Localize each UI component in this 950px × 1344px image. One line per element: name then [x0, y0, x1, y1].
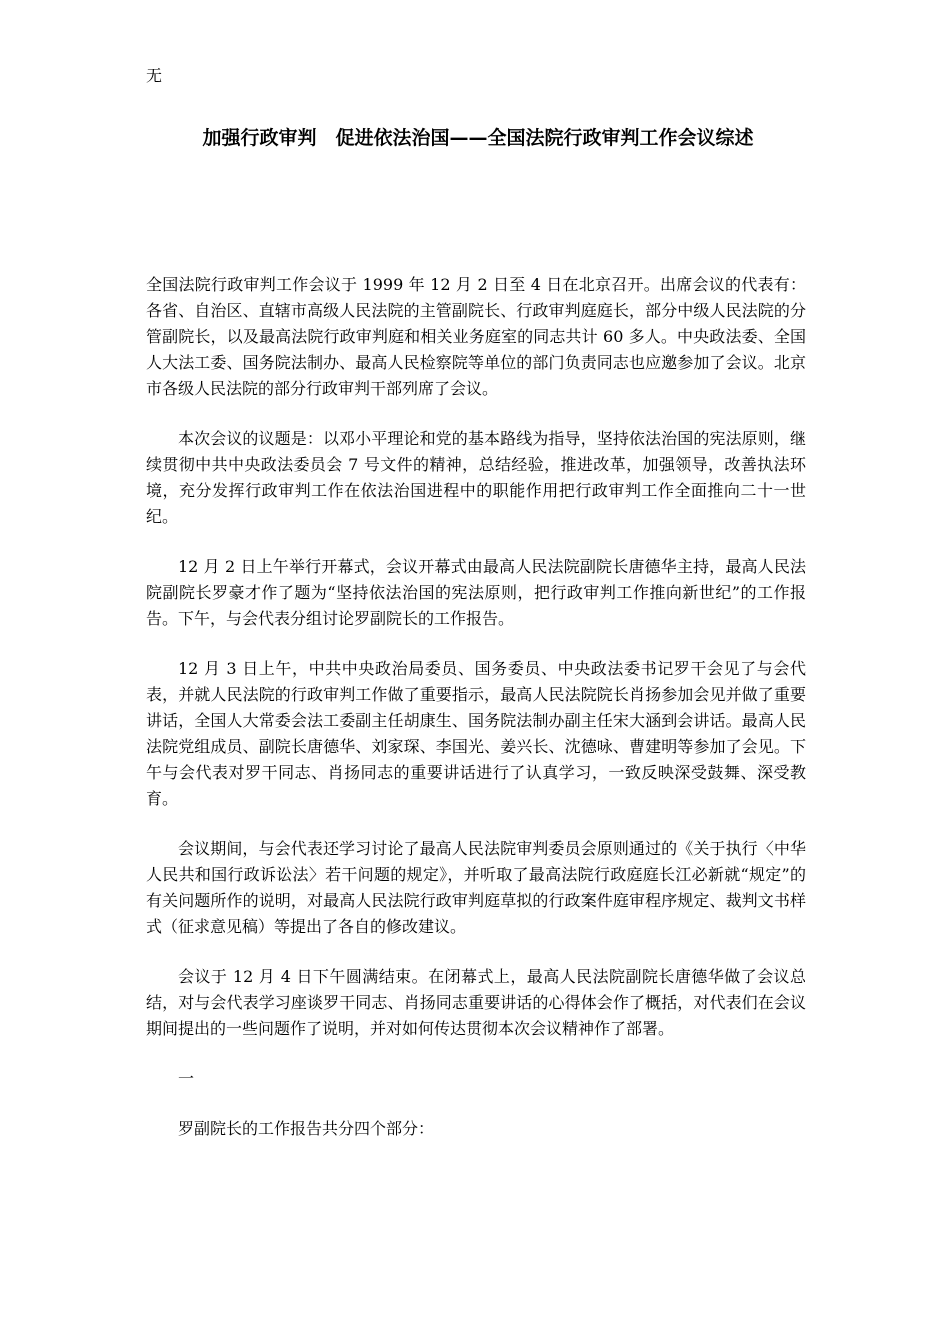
- header-mark: 无: [146, 66, 163, 85]
- paragraph-meeting-overview: 全国法院行政审判工作会议于 1999 年 12 月 2 日至 4 日在北京召开。出席会议的代表有：各省、自治区、直辖市高级人民法院的主管副院长、行政审判庭庭长，部分中级人民法院的分管副院长，以及最高法院行政审判庭和相关业务庭室的同志共计 60 多人。中央政法委、全国人大法工委、国务院法制办、最高人民检察院等单位的部门负责同志也应邀参加了会议。北京市各级人民法院的部分行政审判干部列席了会议。: [146, 275, 806, 398]
- paragraph-closing: 会议于 12 月 4 日下午圆满结束。在闭幕式上，最高人民法院副院长唐德华做了会议总结，对与会代表学习座谈罗干同志、肖扬同志重要讲话的心得体会作了概括，对代表们在会议期间提出的一些问题作了说明，并对如何传达贯彻本次会议精神作了部署。: [146, 967, 806, 1038]
- paragraph-discussion: 会议期间，与会代表还学习讨论了最高人民法院审判委员会原则通过的《关于执行〈中华人民共和国行政诉讼法〉若干问题的规定》，并听取了最高法院行政庭庭长江必新就“规定”的有关问题所作的说明，对最高人民法院行政审判庭草拟的行政案件庭审程序规定、裁判文书样式（征求意见稿）等提出了各自的修改建议。: [146, 839, 806, 936]
- paragraph-opening-ceremony: 12 月 2 日上午举行开幕式，会议开幕式由最高人民法院副院长唐德华主持，最高人民法院副院长罗豪才作了题为“坚持依法治国的宪法原则，把行政审判工作推向新世纪”的工作报告。下午，与会代表分组讨论罗副院长的工作报告。: [146, 557, 806, 628]
- paragraph-report-intro: 罗副院长的工作报告共分四个部分：: [178, 1119, 435, 1138]
- document-body: [146, 272, 806, 1166]
- paragraph-dec-3-meeting: 12 月 3 日上午，中共中央政治局委员、国务委员、中央政法委书记罗干会见了与会代表，并就人民法院的行政审判工作做了重要指示，最高人民法院院长肖扬参加会见并做了重要讲话，全国人大常委会法工委副主任胡康生、国务院法制办副主任宋大涵到会讲话。最高人民法院党组成员、副院长唐德华、刘家琛、李国光、姜兴长、沈德咏、曹建明等参加了会见。下午与会代表对罗干同志、肖扬同志的重要讲话进行了认真学习，一致反映深受鼓舞、深受教育。: [146, 659, 806, 808]
- document-title: 加强行政审判 促进依法治国——全国法院行政审判工作会议综述: [202, 127, 754, 149]
- section-number: 一: [178, 1069, 195, 1088]
- paragraph-meeting-agenda: 本次会议的议题是：以邓小平理论和党的基本路线为指导，坚持依法治国的宪法原则，继续贯彻中共中央政法委员会 7 号文件的精神，总结经验，推进改革，加强领导，改善执法环境，充分发挥行政审判工作在依法治国进程中的职能作用把行政审判工作全面推向二十一世纪。: [146, 429, 806, 526]
